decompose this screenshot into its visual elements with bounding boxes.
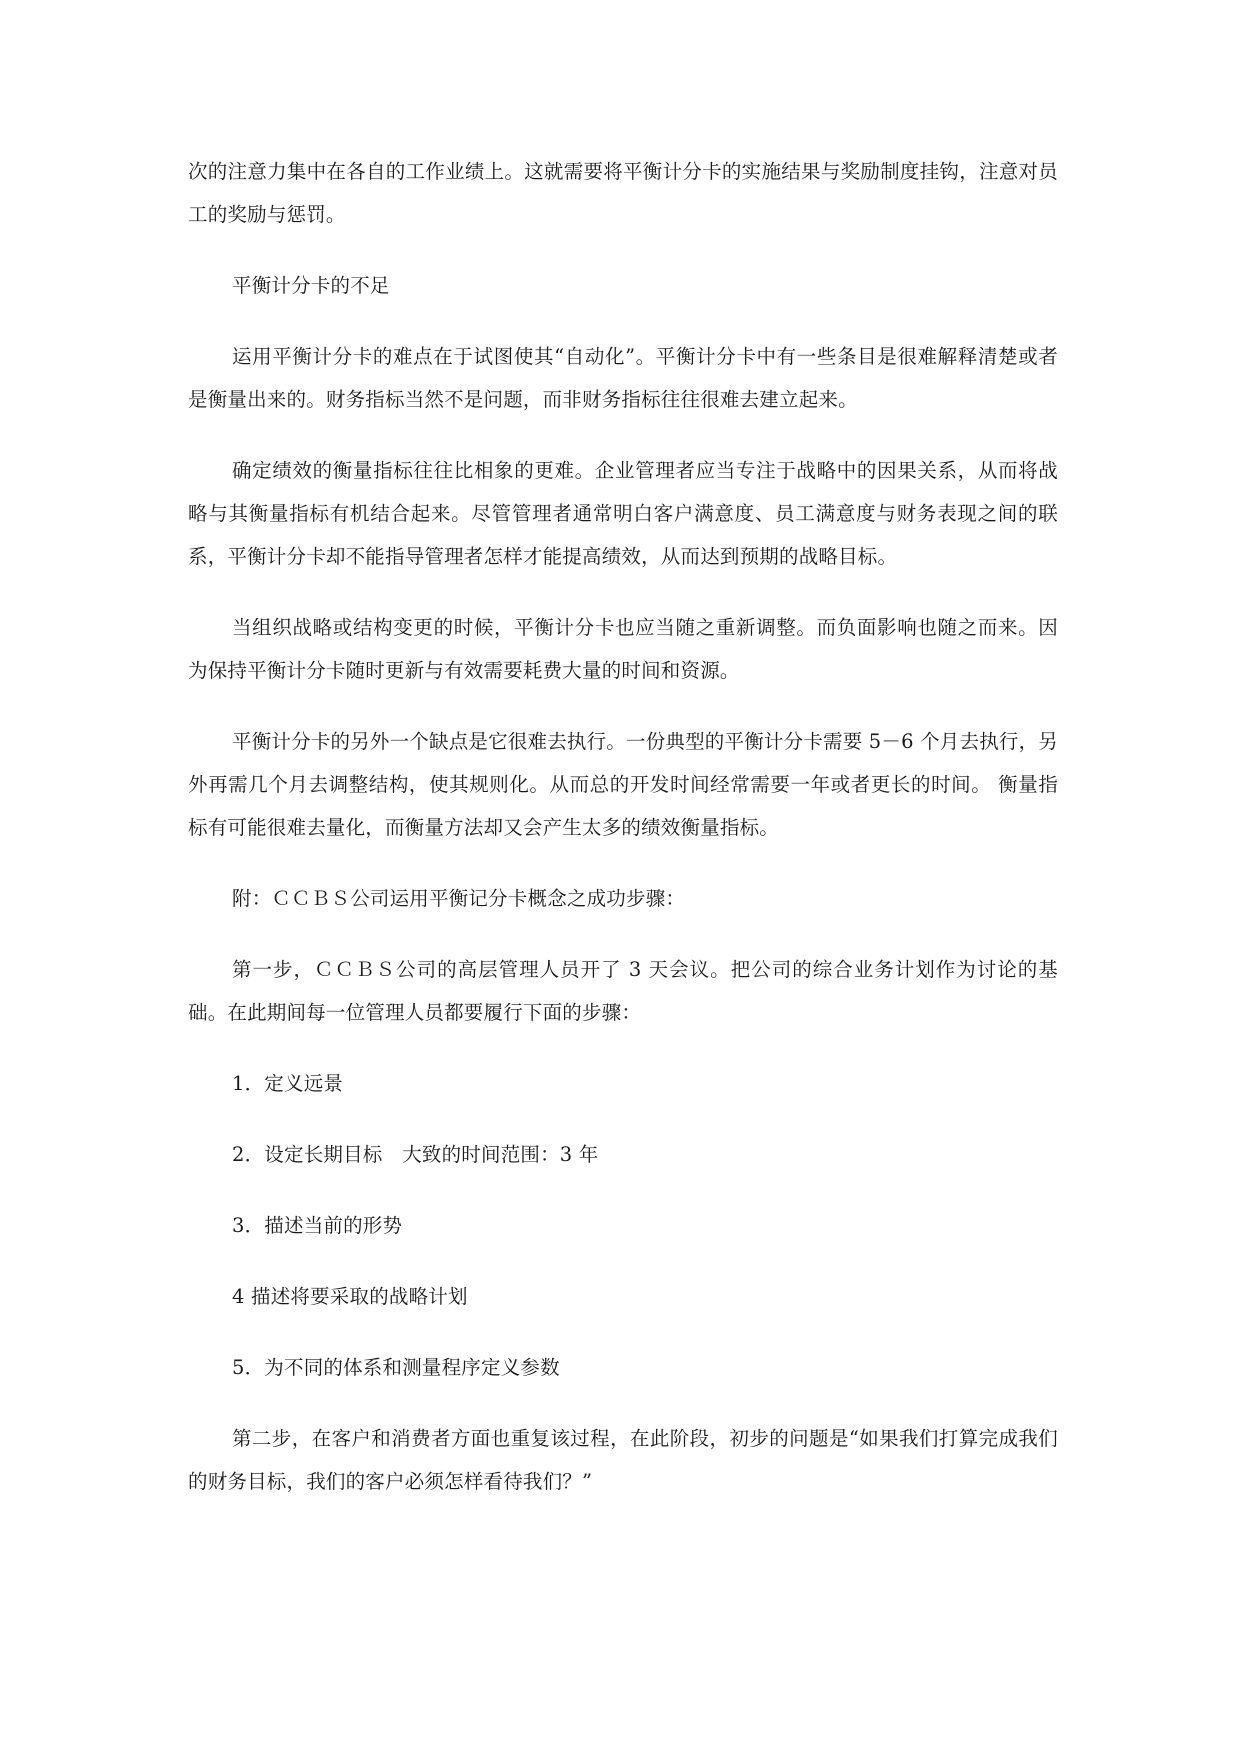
paragraph: 确定绩效的衡量指标往往比相象的更难。企业管理者应当专注于战略中的因果关系，从而将战略与其衡量指标有机结合起来。尽管管理者通常明白客户满意度、员工满意度与财务表现之间的联系，平衡计分卡却不能指导管理者怎样才能提高绩效，从而达到预期的战略目标。 — [188, 459, 1058, 568]
list-item: 1．定义远景 — [232, 1072, 344, 1095]
list-item: 2．设定长期目标 大致的时间范围：3 年 — [232, 1143, 599, 1166]
list-item: 4 描述将要采取的战略计划 — [232, 1285, 468, 1308]
paragraph: 运用平衡计分卡的难点在于试图使其“自动化”。平衡计分卡中有一些条目是很难解释清楚或者是衡量出来的。财务指标当然不是问题，而非财务指标往往很难去建立起来。 — [188, 345, 1058, 411]
appendix-heading: 附：ＣＣＢＳ公司运用平衡记分卡概念之成功步骤： — [232, 887, 686, 910]
paragraph: 第一步，ＣＣＢＳ公司的高层管理人员开了 3 天会议。把公司的综合业务计划作为讨论的基础。在此期间每一位管理人员都要履行下面的步骤： — [188, 958, 1058, 1024]
list-item: 5．为不同的体系和测量程序定义参数 — [232, 1356, 560, 1379]
section-heading: 平衡计分卡的不足 — [232, 274, 390, 297]
paragraph: 平衡计分卡的另外一个缺点是它很难去执行。一份典型的平衡计分卡需要 5－6 个月去执行，另外再需几个月去调整结构，使其规则化。从而总的开发时间经常需要一年或者更长的时间。 衡量指标有可能很难去量化，而衡量方法却又会产生太多的绩效衡量指标。 — [188, 730, 1059, 839]
paragraph: 当组织战略或结构变更的时候，平衡计分卡也应当随之重新调整。而负面影响也随之而来。因为保持平衡计分卡随时更新与有效需要耗费大量的时间和资源。 — [188, 616, 1058, 682]
paragraph-continuation: 次的注意力集中在各自的工作业绩上。这就需要将平衡计分卡的实施结果与奖励制度挂钩，注意对员工的奖励与惩罚。 — [188, 160, 1058, 226]
list-item: 3．描述当前的形势 — [232, 1214, 403, 1237]
paragraph: 第二步，在客户和消费者方面也重复该过程，在此阶段，初步的问题是“如果我们打算完成我们的财务目标，我们的客户必须怎样看待我们？” — [188, 1427, 1058, 1493]
document-body — [188, 150, 1058, 1531]
